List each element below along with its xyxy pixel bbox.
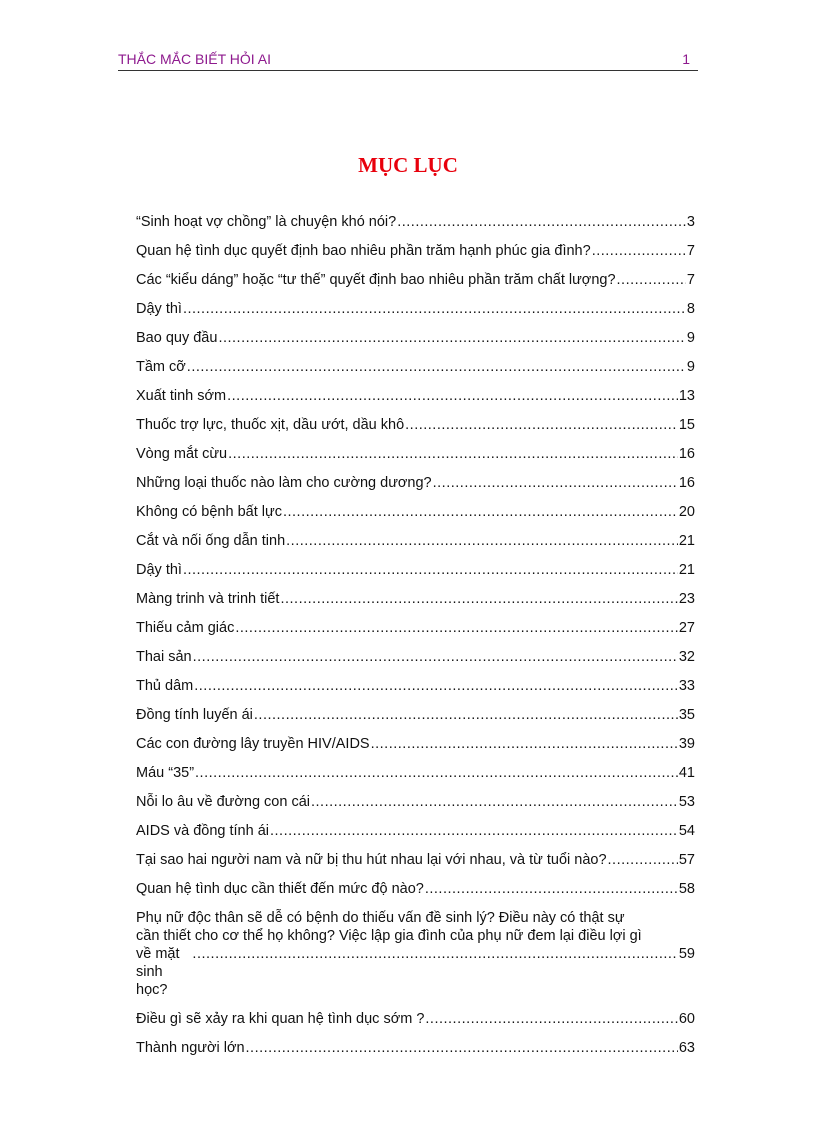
toc-entry-last-line <box>136 945 695 999</box>
toc-entry-text: Không có bệnh bất lực <box>136 504 282 520</box>
toc-entry-page-number: 35 <box>678 707 695 723</box>
toc-entry[interactable] <box>136 793 695 811</box>
toc-entry-text: Màng trinh và trinh tiết <box>136 591 280 607</box>
toc-entry-page-number: 3 <box>686 214 695 230</box>
dot-leader <box>371 735 678 753</box>
toc-entry-text: Máu “35” <box>136 765 195 781</box>
dot-leader <box>254 706 678 724</box>
dot-leader <box>183 561 678 579</box>
toc-entry-page-number: 16 <box>678 475 695 491</box>
toc-entry-text: “Sinh hoạt vợ chồng” là chuyện khó nói? <box>136 214 397 230</box>
toc-entry-text-line: cần thiết cho cơ thể họ không? Việc lập gia đình của phụ nữ đem lại điều lợi gì <box>136 928 642 944</box>
toc-entry[interactable] <box>136 735 695 753</box>
dot-leader <box>280 590 677 608</box>
dot-leader <box>608 851 678 869</box>
dot-leader <box>405 416 678 434</box>
toc-entry[interactable] <box>136 706 695 724</box>
dot-leader <box>183 300 686 318</box>
toc-entry-page-number: 63 <box>678 1040 695 1056</box>
header-title: THẮC MẮC BIẾT HỎI AI <box>118 51 271 67</box>
toc-entry[interactable] <box>136 1039 695 1057</box>
dot-leader <box>192 945 677 963</box>
toc-entry-text: Các con đường lây truyền HIV/AIDS <box>136 736 370 752</box>
toc-entry-page-number: 21 <box>678 562 695 578</box>
toc-entry[interactable] <box>136 677 695 695</box>
toc-title: MỤC LỤC <box>358 153 458 177</box>
toc-entry-page-number: 54 <box>678 823 695 839</box>
toc-entry-page-number: 20 <box>678 504 695 520</box>
toc-entry[interactable] <box>136 416 695 434</box>
dot-leader <box>270 822 678 840</box>
toc-entry-text: Các “kiểu dáng” hoặc “tư thế” quyết định bao nhiêu phần trăm chất lượng? <box>136 272 616 288</box>
dot-leader <box>193 648 678 666</box>
toc-entry[interactable] <box>136 387 695 405</box>
toc-entry-page-number: 9 <box>686 359 695 375</box>
toc-entry-text: Đồng tính luyến ái <box>136 707 253 723</box>
toc-entry[interactable] <box>136 648 695 666</box>
toc-entry-text: Dậy thì <box>136 301 182 317</box>
toc-entry-page-number: 53 <box>678 794 695 810</box>
toc-entry[interactable] <box>136 300 695 318</box>
toc-entry-page-number: 58 <box>678 881 695 897</box>
toc-entry[interactable] <box>136 271 695 289</box>
toc-entry[interactable] <box>136 329 695 347</box>
toc-entry[interactable] <box>136 590 695 608</box>
dot-leader <box>246 1039 678 1057</box>
toc-entry-text: Dậy thì <box>136 562 182 578</box>
toc-entry-text: về mặt sinh học? <box>136 946 180 998</box>
toc-entry-page-number: 8 <box>686 301 695 317</box>
toc-entry-page-number: 7 <box>686 272 695 288</box>
toc-entry[interactable] <box>136 764 695 782</box>
toc-entry[interactable] <box>136 242 695 260</box>
dot-leader <box>397 213 686 231</box>
toc-entry-text: Bao quy đầu <box>136 330 218 346</box>
toc-entry-text: Tầm cỡ <box>136 359 186 375</box>
dot-leader <box>228 445 678 463</box>
toc-entry[interactable] <box>136 561 695 579</box>
toc-list <box>136 213 695 1068</box>
dot-leader <box>235 619 678 637</box>
toc-entry-page-number: 59 <box>678 946 695 962</box>
toc-entry[interactable] <box>136 619 695 637</box>
toc-entry-text-line: Phụ nữ độc thân sẽ dễ có bệnh do thiếu vấn đề sinh lý? Điều này có thật sự <box>136 910 625 926</box>
toc-entry-page-number: 27 <box>678 620 695 636</box>
toc-entry[interactable] <box>136 851 695 869</box>
dot-leader <box>592 242 686 260</box>
toc-entry-text: Thiếu cảm giác <box>136 620 235 636</box>
toc-entry[interactable] <box>136 909 695 999</box>
dot-leader <box>194 677 678 695</box>
toc-entry[interactable] <box>136 503 695 521</box>
toc-entry-page-number: 39 <box>678 736 695 752</box>
dot-leader <box>433 474 678 492</box>
toc-entry-page-number: 13 <box>678 388 695 404</box>
running-header <box>118 50 698 71</box>
toc-entry-page-number: 57 <box>678 852 695 868</box>
toc-entry[interactable] <box>136 1010 695 1028</box>
toc-entry-page-number: 41 <box>678 765 695 781</box>
toc-entry-page-number: 7 <box>686 243 695 259</box>
toc-entry[interactable] <box>136 445 695 463</box>
toc-entry-text: Thành người lớn <box>136 1040 245 1056</box>
toc-entry-text: Điều gì sẽ xảy ra khi quan hệ tình dục sớm ? <box>136 1011 425 1027</box>
toc-entry-text: Thuốc trợ lực, thuốc xịt, dầu ướt, dầu khô <box>136 417 405 433</box>
dot-leader <box>425 880 678 898</box>
toc-entry-page-number: 16 <box>678 446 695 462</box>
toc-entry-text: Những loại thuốc nào làm cho cường dương? <box>136 475 432 491</box>
toc-entry-page-number: 21 <box>678 533 695 549</box>
toc-entry[interactable] <box>136 358 695 376</box>
dot-leader <box>286 532 678 550</box>
toc-entry-text: AIDS và đồng tính ái <box>136 823 269 839</box>
toc-entry-page-number: 32 <box>678 649 695 665</box>
toc-entry-text: Cắt và nối ống dẫn tinh <box>136 533 286 549</box>
toc-entry-text: Nỗi lo âu về đường con cái <box>136 794 310 810</box>
dot-leader <box>187 358 686 376</box>
toc-entry-text: Vòng mắt cừu <box>136 446 228 462</box>
toc-entry-page-number: 15 <box>678 417 695 433</box>
toc-entry-text: Quan hệ tình dục quyết định bao nhiêu phần trăm hạnh phúc gia đình? <box>136 243 591 259</box>
toc-entry-page-number: 23 <box>678 591 695 607</box>
dot-leader <box>227 387 678 405</box>
dot-leader <box>311 793 678 811</box>
toc-entry-text: Thai sản <box>136 649 192 665</box>
toc-entry-text: Thủ dâm <box>136 678 194 694</box>
toc-entry[interactable] <box>136 213 695 231</box>
toc-entry-page-number: 60 <box>678 1011 695 1027</box>
toc-entry-page-number: 9 <box>686 330 695 346</box>
toc-entry-text: Tại sao hai người nam và nữ bị thu hút nhau lại với nhau, và từ tuổi nào? <box>136 852 607 868</box>
dot-leader <box>425 1010 677 1028</box>
dot-leader <box>218 329 685 347</box>
toc-entry[interactable] <box>136 474 695 492</box>
dot-leader <box>195 764 678 782</box>
toc-entry[interactable] <box>136 822 695 840</box>
dot-leader <box>283 503 678 521</box>
toc-entry-page-number: 33 <box>678 678 695 694</box>
toc-entry-text: Xuất tinh sớm <box>136 388 227 404</box>
toc-entry-text: Quan hệ tình dục cần thiết đến mức độ nào? <box>136 881 424 897</box>
header-page-number: 1 <box>682 51 690 67</box>
dot-leader <box>617 271 686 289</box>
toc-entry[interactable] <box>136 880 695 898</box>
toc-entry[interactable] <box>136 532 695 550</box>
